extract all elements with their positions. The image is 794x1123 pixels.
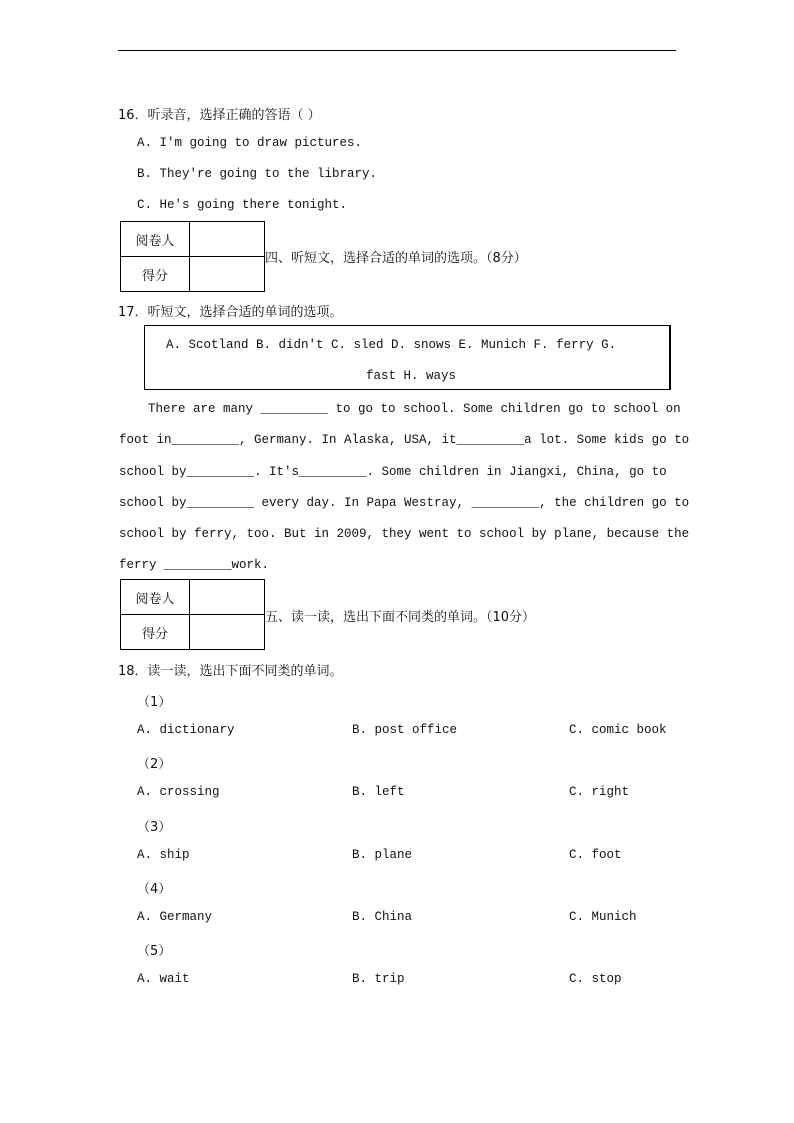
q16-stem: 16．听录音，选择正确的答语（ ） [118,108,321,123]
q17-stem: 17．听短文，选择合适的单词的选项。 [118,305,343,320]
q18-option-b: B. post office [352,723,458,737]
q18-stem: 18．读一读，选出下面不同类的单词。 [118,664,343,679]
score-cell [190,615,265,650]
score-label: 得分 [121,615,190,650]
q18-option-c: C. foot [569,848,622,862]
q18-option-a: A. Germany [137,910,213,924]
q18-option-b: B. plane [352,848,413,862]
q18-option-a: A. crossing [137,785,220,799]
grader-cell [190,222,265,257]
q18-option-c: C. right [569,785,630,799]
q17-options-line2: fast H. ways [366,369,457,383]
q18-option-a: A. ship [137,848,190,862]
section5-heading: 五、读一读，选出下面不同类的单词。（10分） [265,610,536,625]
q18-option-b: B. China [352,910,413,924]
q18-option-b: B. left [352,785,405,799]
q18-option-c: C. Munich [569,910,637,924]
q18-item-number: （2） [137,757,172,772]
q18-item-number: （4） [137,882,172,897]
q17-passage-line: school by ferry, too. But in 2009, they went to school by plane, because the [119,527,690,541]
q18-item-number: （3） [137,820,172,835]
q16-option-b: B. They're going to the library. [137,167,378,181]
grader-label: 阅卷人 [121,580,190,615]
score-table-section5 [120,579,265,650]
q18-option-a: A. wait [137,972,190,986]
q18-item-number: （1） [137,695,172,710]
q17-passage-line: There are many _________ to go to school. Some children go to school on [148,402,681,416]
score-label: 得分 [121,257,190,292]
q18-item-number: （5） [137,944,172,959]
q16-option-a: A. I'm going to draw pictures. [137,136,363,150]
q18-option-c: C. comic book [569,723,667,737]
q17-passage-line: ferry _________work. [119,558,270,572]
q17-passage-line: foot in_________, Germany. In Alaska, USA, it_________a lot. Some kids go to [119,433,690,447]
grader-cell [190,580,265,615]
grader-label: 阅卷人 [121,222,190,257]
q17-passage-line: school by_________. It's_________. Some children in Jiangxi, China, go to [119,465,667,479]
q17-passage-line: school by_________ every day. In Papa Westray, _________, the children go to [119,496,690,510]
score-table-section4 [120,221,265,292]
score-cell [190,257,265,292]
q17-options-line1: A. Scotland B. didn't C. sled D. snows E. Munich F. ferry G. [166,338,617,352]
section4-heading: 四、听短文，选择合适的单词的选项。（8分） [265,251,527,266]
q18-option-c: C. stop [569,972,622,986]
q16-option-c: C. He's going there tonight. [137,198,348,212]
header-rule [118,50,676,51]
q18-option-a: A. dictionary [137,723,235,737]
q18-option-b: B. trip [352,972,405,986]
